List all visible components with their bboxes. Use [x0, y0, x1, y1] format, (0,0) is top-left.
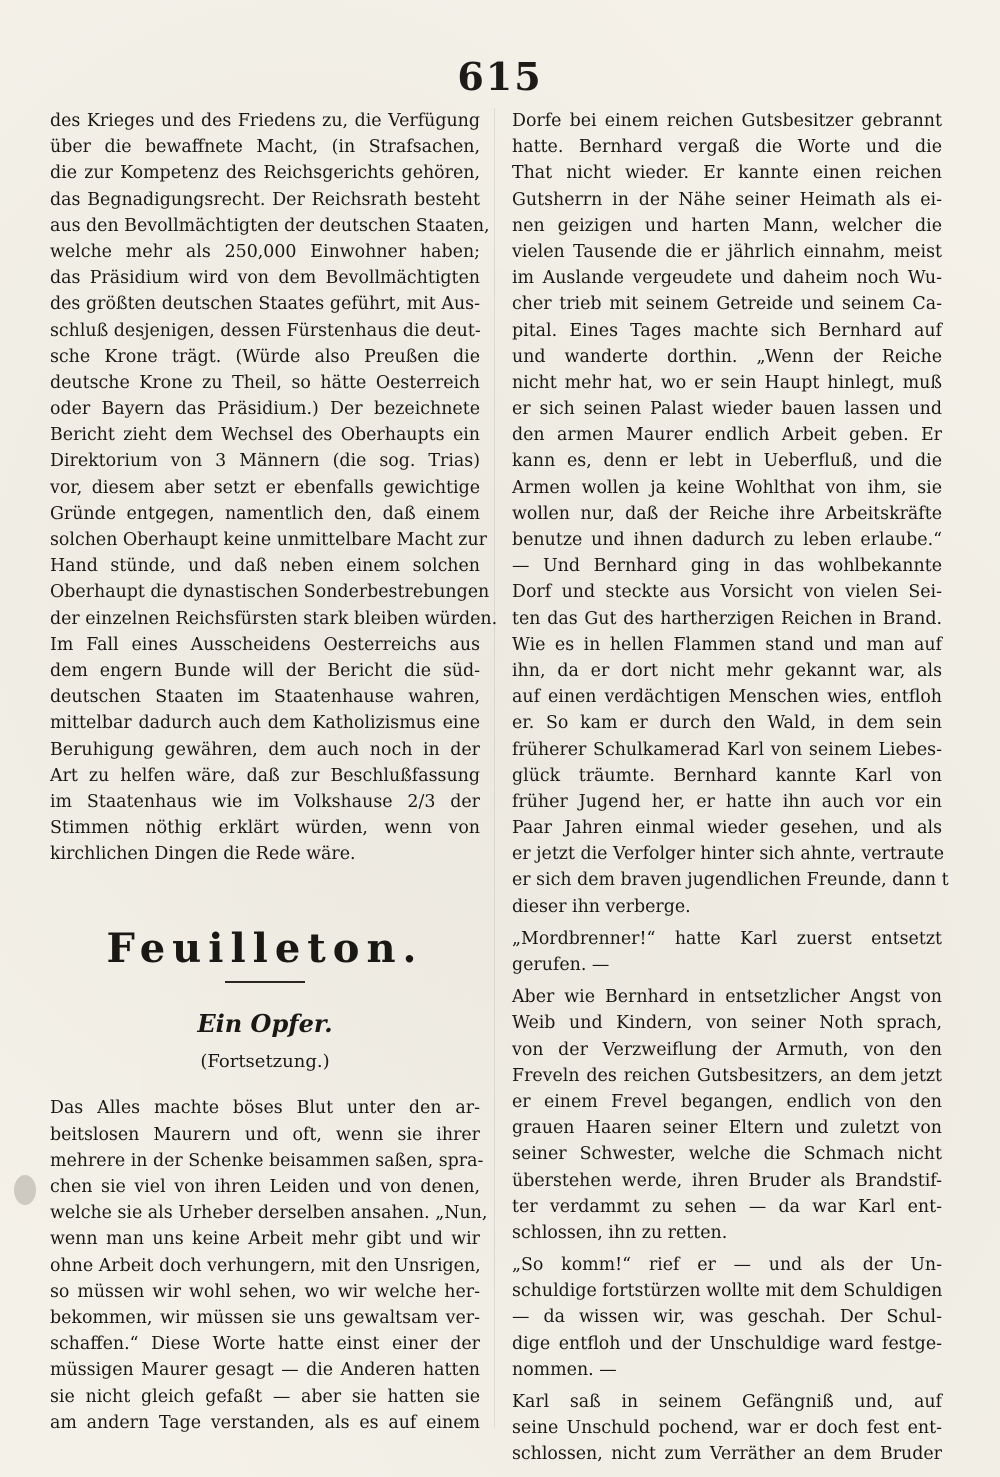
- text-line: das Begnadigungsrecht. Der Reichsrath besteht: [50, 189, 480, 210]
- text-line: schuldige fortstürzen wollte mit dem Schuldigen: [512, 1281, 943, 1302]
- article-body-start: [50, 1095, 488, 1435]
- text-line: den armen Maurer endlich Arbeit geben. Er: [512, 425, 942, 446]
- heading-rule: [225, 981, 305, 983]
- text-line: grauen Haaren seiner Eltern und zuletzt von: [512, 1118, 942, 1139]
- text-line: deutschen Staaten im Staatenhause wahren,: [50, 687, 480, 708]
- text-line: ohne Arbeit doch verhungern, mit den Unsrigen,: [50, 1255, 481, 1276]
- text-line: er. So kam er durch den Wald, in dem sein: [512, 713, 942, 734]
- text-line: ihn, da er dort nicht mehr gekannt war, als: [512, 660, 942, 681]
- text-line: Armen wollen ja keine Wohlthat von ihm, sie: [512, 477, 942, 498]
- text-line: Dorfe bei einem reichen Gutsbesitzer gebrannt: [512, 111, 942, 131]
- reichsverfassung-text: [50, 108, 498, 867]
- text-line: Freveln des reichen Gutsbesitzers, an dem jetzt: [512, 1065, 942, 1086]
- text-line: aus den Bevollmächtigten der deutschen Staaten,: [50, 215, 490, 236]
- text-line: deutsche Krone zu Theil, so hätte Oesterreich: [50, 372, 480, 393]
- text-line: Beruhigung gewähren, dem auch noch in der: [50, 739, 480, 760]
- text-line: Das Alles machte böses Blut unter den ar-: [50, 1098, 480, 1119]
- text-line: sche Krone trägt. (Würde also Preußen die: [50, 346, 480, 367]
- text-line: dem engern Bunde will der Bericht die süd-: [50, 660, 480, 681]
- text-line: „So komm!“ rief er — und als der Un-: [512, 1255, 942, 1276]
- text-line: im Staatenhaus wie im Volkshause 2/3 der: [50, 791, 480, 812]
- text-line: seine Unschuld pochend, war er doch fest ent-: [512, 1418, 942, 1439]
- text-line: müssigen Maurer gesagt — die Anderen hatten: [50, 1360, 480, 1381]
- paragraph: [512, 1252, 942, 1383]
- text-line: mehrere in der Schenke beisammen saßen, spra-: [50, 1150, 484, 1171]
- text-line: Gutsherrn in der Nähe seiner Heimath als ei-: [512, 189, 942, 210]
- article-continuation: (Fortsetzung.): [200, 1051, 330, 1073]
- text-line: bekommen, wir müssen sie uns gewaltsam ver-: [50, 1307, 480, 1328]
- text-line: er jetzt die Verfolger hinter sich ahnte, vertraute: [512, 844, 945, 865]
- text-line: hatte. Bernhard vergaß die Worte und die: [512, 137, 942, 158]
- right-column: [512, 108, 949, 1468]
- text-line: That nicht wieder. Er kannte einen reichen: [512, 163, 942, 184]
- text-line: nicht mehr hat, wo er sein Haupt hinlegt, muß: [512, 372, 942, 393]
- text-line: über die bewaffnete Macht, (in Strafsachen,: [50, 137, 480, 158]
- text-line: cher trieb mit seinem Getreide und seinem Ca-: [512, 294, 942, 315]
- page-number: 615: [457, 54, 543, 99]
- text-line: welche mehr als 250,000 Einwohner haben;: [50, 241, 480, 262]
- text-line: Dorf und steckte aus Vorsicht von vielen Sei-: [512, 582, 942, 603]
- text-line: Wie es in hellen Flammen stand und man auf: [512, 634, 942, 655]
- text-line: des Krieges und des Friedens zu, die Verfügung: [50, 111, 480, 131]
- column-divider: [494, 108, 495, 1428]
- text-line: — da wissen wir, was geschah. Der Schul-: [512, 1307, 942, 1328]
- paragraph: [512, 1389, 942, 1468]
- text-line: des größten deutschen Staates geführt, mit Aus-: [50, 294, 480, 315]
- text-line: benutze und ihnen dadurch zu leben erlaube.“: [512, 530, 942, 550]
- text-line: Weib und Kindern, von seiner Noth sprach,: [512, 1013, 942, 1034]
- text-line: er sich dem braven jugendlichen Freunde, dann t: [512, 870, 949, 891]
- text-line: sie nicht gleich gefaßt — aber sie hatten sie: [50, 1386, 480, 1407]
- text-line: vielen Tausende die er jährlich einnahm, meist: [512, 241, 942, 262]
- text-line: kann es, denn er lebt in Ueberfluß, und die: [512, 451, 942, 472]
- text-line: so müssen wir wohl sehen, wo wir welche her-: [50, 1281, 480, 1302]
- text-line: Bericht zieht dem Wechsel des Oberhaupts ein: [50, 425, 480, 446]
- text-line: gerufen. —: [512, 955, 610, 975]
- text-line: er einem Frevel begangen, endlich von den: [512, 1091, 942, 1112]
- text-line: solchen Oberhaupt keine unmittelbare Macht zur: [50, 530, 487, 550]
- text-line: am andern Tage verstanden, als es auf einem: [50, 1412, 480, 1433]
- text-line: Gründe entgegen, namentlich den, daß einem: [50, 503, 480, 524]
- text-line: wollen nur, daß der Reiche ihre Arbeitskräfte: [512, 503, 942, 524]
- text-line: oder Bayern das Präsidium.) Der bezeichnete: [50, 399, 480, 420]
- text-line: und wanderte dorthin. „Wenn der Reiche: [512, 346, 942, 367]
- text-line: vor, diesem aber setzt er ebenfalls gewichtige: [50, 477, 480, 498]
- text-line: schlossen, nicht zum Verräther an dem Bruder: [512, 1444, 942, 1465]
- text-line: dieser ihn verberge.: [512, 896, 691, 917]
- text-line: Direktorium von 3 Männern (die sog. Trias): [50, 451, 480, 472]
- text-line: Aber wie Bernhard in entsetzlicher Angst von: [512, 987, 942, 1008]
- text-line: Oberhaupt die dynastischen Sonderbestrebungen: [50, 582, 490, 603]
- text-line: Hand stünde, und daß neben einem solchen: [50, 556, 480, 577]
- left-column: [50, 108, 498, 1436]
- text-line: schluß desjenigen, dessen Fürstenhaus die deut-: [50, 320, 481, 341]
- text-line: „Mordbrenner!“ hatte Karl zuerst entsetzt: [512, 928, 942, 949]
- text-line: mittelbar dadurch auch dem Katholizismus eine: [50, 713, 480, 734]
- text-line: die zur Kompetenz des Reichsgerichts gehören,: [50, 163, 480, 184]
- text-line: ter verdammt zu sehen — da war Karl ent-: [512, 1196, 942, 1217]
- text-line: kirchlichen Dingen die Rede wäre.: [50, 844, 356, 865]
- text-line: schaffen.“ Diese Worte hatte einst einer der: [50, 1334, 480, 1355]
- text-line: früherer Schulkamerad Karl von seinem Liebes-: [512, 739, 942, 760]
- text-line: dige entfloh und der Unschuldige ward festge-: [512, 1333, 942, 1354]
- paragraph: [512, 108, 949, 920]
- text-line: glück träumte. Bernhard kannte Karl von: [512, 765, 942, 786]
- text-line: welche sie als Urheber derselben ansahen. „Nun,: [50, 1203, 488, 1224]
- text-line: ten das Gut des hartherzigen Reichen in Brand.: [512, 608, 942, 629]
- text-line: wenn man uns keine Arbeit mehr gibt und wir: [50, 1229, 480, 1250]
- text-line: Im Fall eines Ausscheidens Oesterreichs aus: [50, 634, 480, 655]
- text-line: chen sie viel von ihren Leiden und von denen,: [50, 1177, 480, 1197]
- text-line: auf einen verdächtigen Menschen wies, entfloh: [512, 687, 942, 708]
- text-line: Karl saß in seinem Gefängniß und, auf: [512, 1392, 942, 1412]
- text-line: das Präsidium wird von dem Bevollmächtigten: [50, 268, 480, 289]
- text-line: schlossen, ihn zu retten.: [512, 1222, 728, 1243]
- article-title: Ein Opfer.: [197, 1009, 333, 1039]
- text-line: seiner Schwester, welche die Schmach nicht: [512, 1144, 942, 1165]
- text-line: er sich seinen Palast wieder bauen lassen und: [512, 399, 942, 420]
- feuilleton-heading: Feuilleton.: [106, 925, 424, 973]
- text-line: nen geizigen und harten Mann, welcher die: [512, 215, 942, 236]
- text-line: von der Verzweiflung der Armuth, von den: [512, 1039, 942, 1060]
- text-line: der einzelnen Reichsfürsten stark bleiben würden.: [50, 608, 498, 629]
- text-line: Paar Jahren einmal wieder gesehen, und als: [512, 818, 942, 839]
- text-line: beitslosen Maurern und oft, wenn sie ihrer: [50, 1124, 480, 1145]
- ink-blot: [14, 1175, 36, 1205]
- text-line: nommen. —: [512, 1359, 617, 1380]
- paragraph: [512, 926, 942, 978]
- text-line: — Und Bernhard ging in das wohlbekannte: [512, 556, 942, 577]
- text-line: pital. Eines Tages machte sich Bernhard auf: [512, 320, 942, 341]
- text-line: überstehen werde, ihren Bruder als Brandstif-: [512, 1170, 942, 1191]
- text-line: im Auslande vergeudete und daheim noch Wu-: [512, 268, 942, 289]
- text-line: früher Jugend her, er hatte ihn auch vor ein: [512, 791, 942, 812]
- paragraph: [512, 984, 942, 1246]
- text-line: Stimmen nöthig erklärt würden, wenn von: [50, 818, 480, 839]
- text-line: Art zu helfen wäre, daß zur Beschlußfassung: [50, 765, 480, 786]
